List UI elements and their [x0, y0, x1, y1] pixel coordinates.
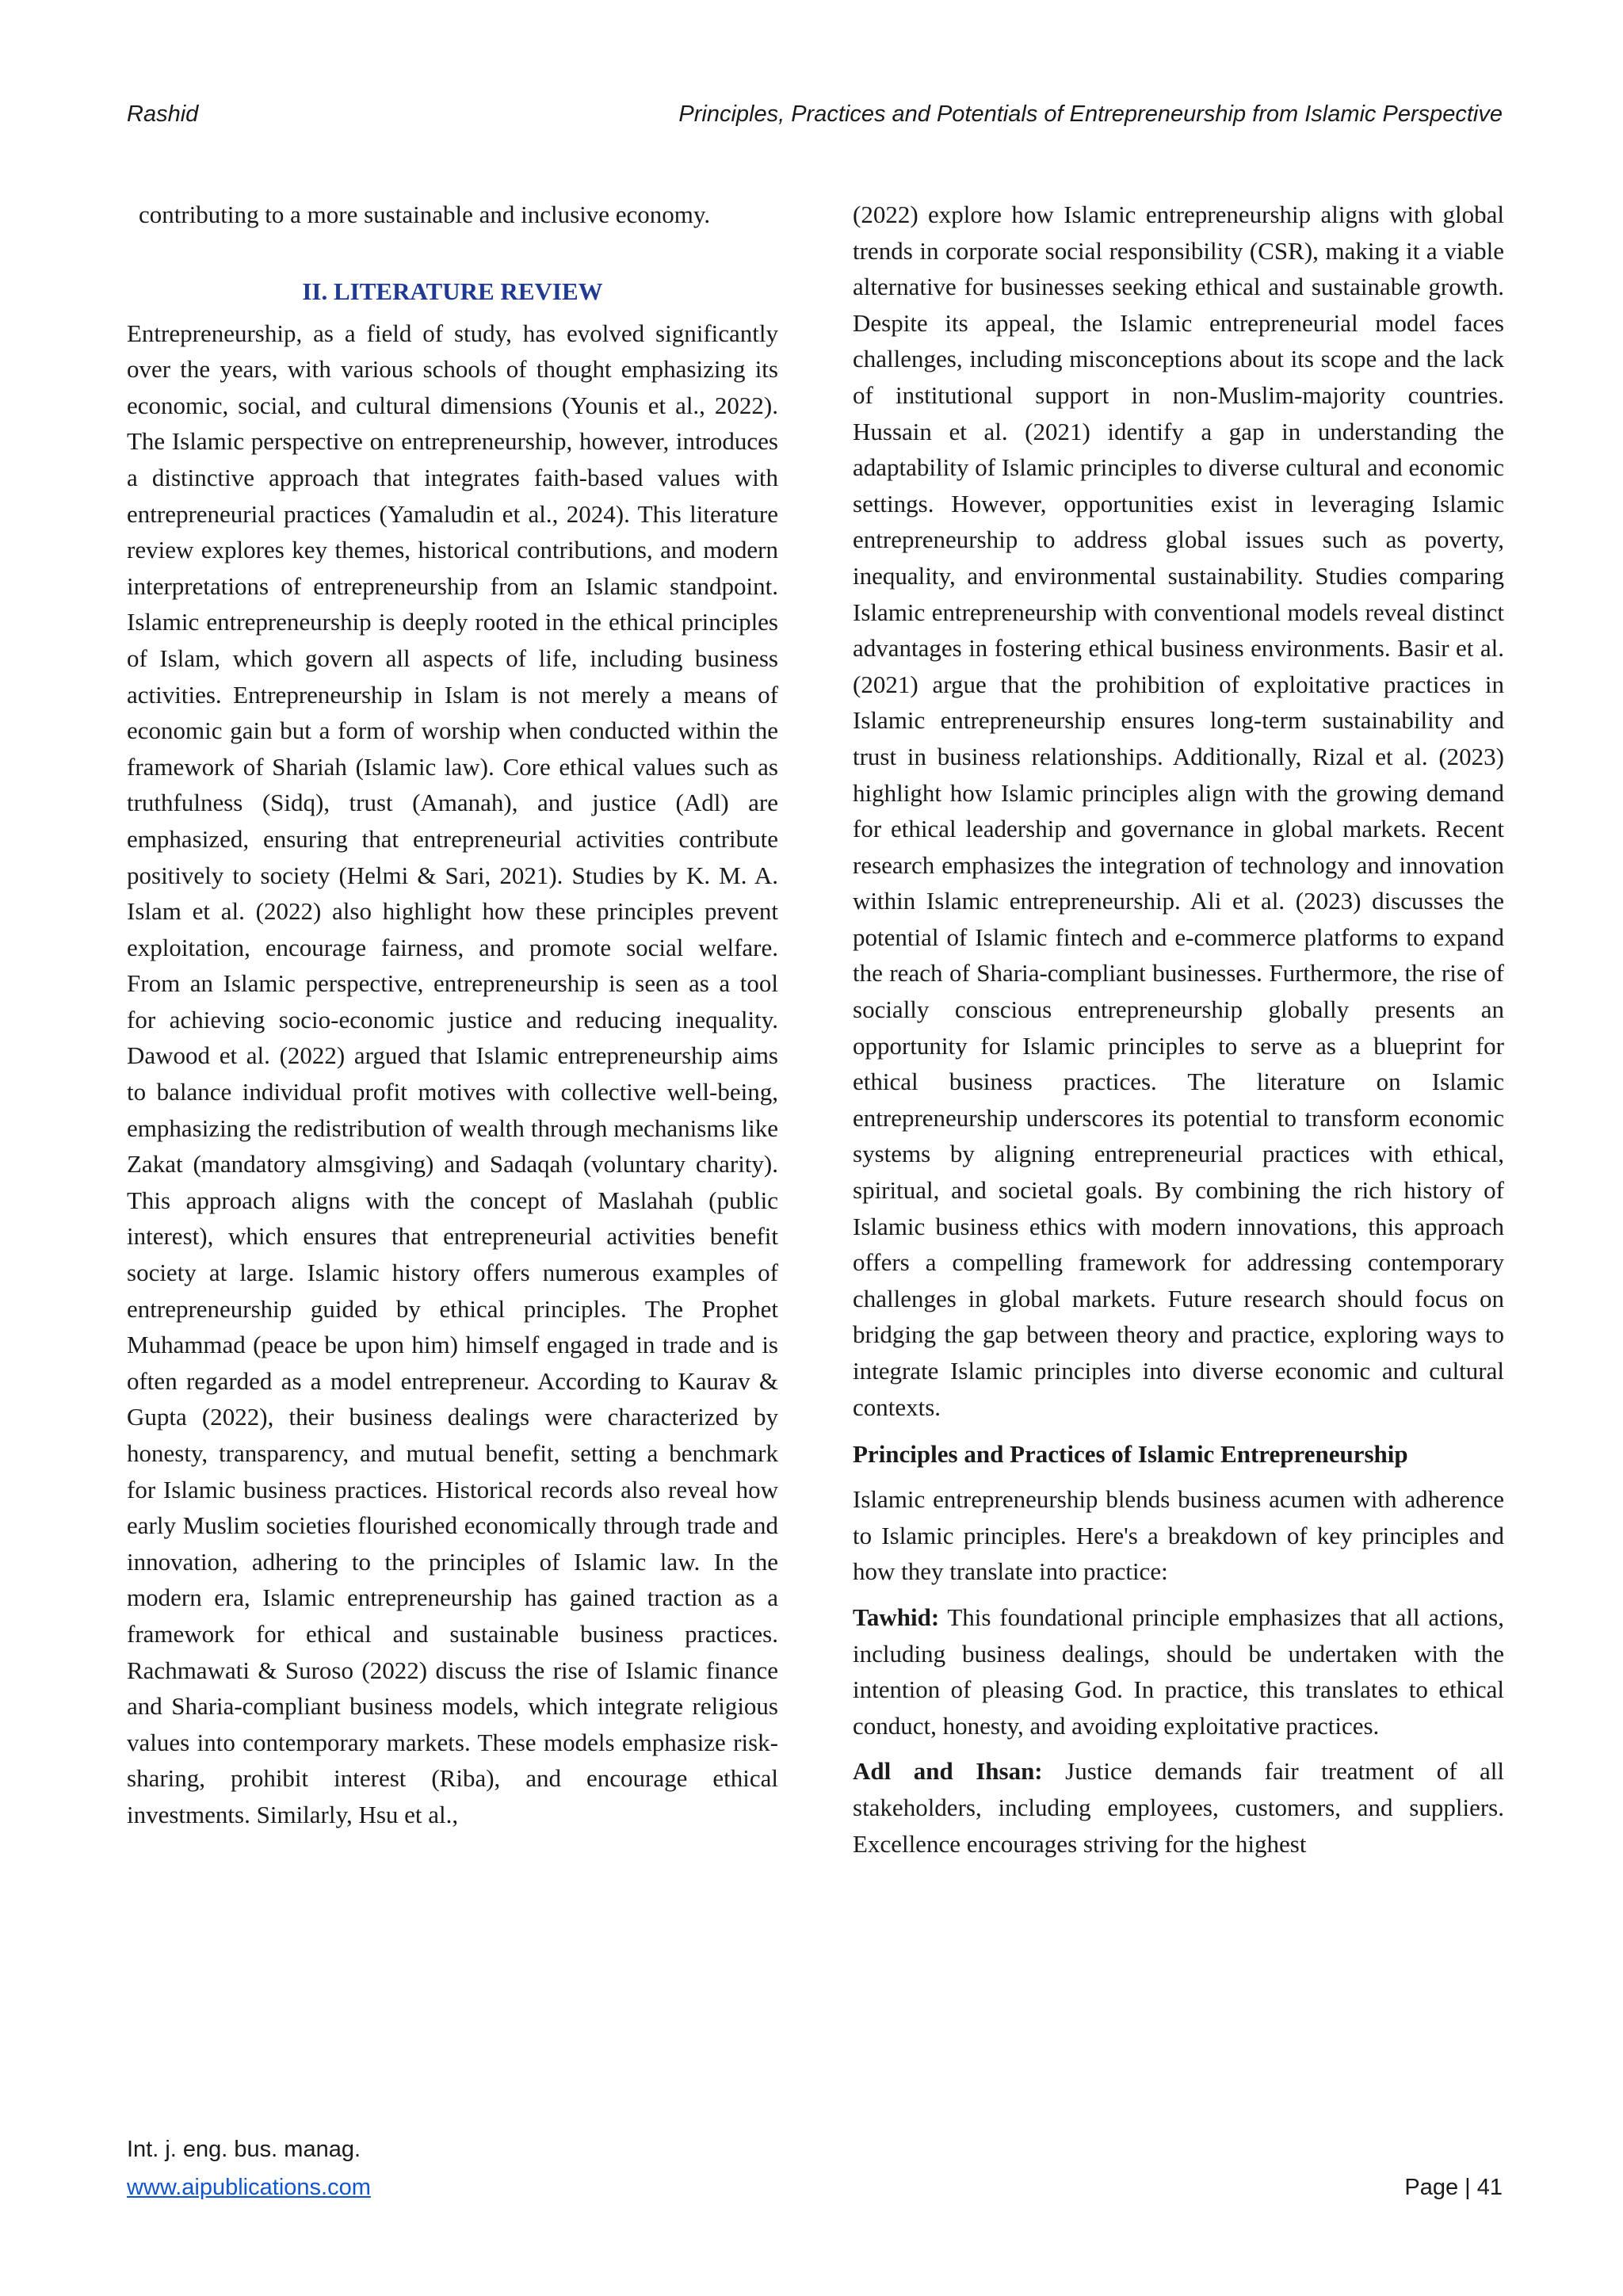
section-heading: II. LITERATURE REVIEW [302, 277, 603, 305]
literature-review-continued-paragraph: (2022) explore how Islamic entrepreneurship aligns with global trends in corporate social responsibility (CSR), making it a viable alternative for businesses seeking ethical and sustainable growth. Despite its appeal, the Islamic entrepreneurial model faces challenges, including misconceptions about its scope and the lack of institutional support in non-Muslim-majority countries. Hussain et al. (2021) identify a gap in understanding the adaptability of Islamic principles to diverse cultural and economic settings. However, opportunities exist in leveraging Islamic entrepreneurship to address global issues such as poverty, inequality, and environmental sustainability. Studies comparing Islamic entrepreneurship with conventional models reveal distinct advantages in fostering ethical business environments. Basir et al. (2021) argue that the prohibition of exploitative practices in Islamic entrepreneurship ensures long-term sustainability and trust in business relationships. Additionally, Rizal et al. (2023) highlight how Islamic principles align with the growing demand for ethical leadership and governance in global markets. Recent research emphasizes the integration of technology and innovation within Islamic entrepreneurship. Ali et al. (2023) discusses the potential of Islamic fintech and e-commerce platforms to expand the reach of Sharia-compliant businesses. Furthermore, the rise of socially conscious entrepreneurship globally presents an opportunity for Islamic principles to serve as a blueprint for ethical business practices. The literature on Islamic entrepreneurship underscores its potential to transform economic systems by aligning entrepreneurial practices with ethical, spiritual, and societal goals. By combining the rich history of Islamic business ethics with modern innovations, this approach offers a compelling framework for addressing contemporary challenges in global markets. Future research should focus on bridging the gap between theory and practice, exploring ways to integrate Islamic principles into diverse economic and cultural contexts. [853, 201, 1504, 1421]
left-column [127, 197, 778, 1833]
footer-journal: Int. j. eng. bus. manag. [127, 2137, 361, 2162]
continuation-paragraph: contributing to a more sustainable and inclusive economy. [139, 201, 711, 228]
adl-ihsan-paragraph [853, 1753, 1504, 1862]
tawhid-text: This foundational principle emphasizes that all actions, including business dealings, should be undertaken with the intention of pleasing God. In practice, this translates to ethical conduct, honesty, and avoiding exploitative practices. [853, 1603, 1504, 1740]
running-header-title: Principles, Practices and Potentials of Entrepreneurship from Islamic Perspective [678, 101, 1503, 127]
footer-website-link[interactable]: www.aipublications.com [127, 2175, 371, 2200]
running-header-author: Rashid [127, 101, 199, 127]
tawhid-label: Tawhid: [853, 1603, 940, 1631]
tawhid-paragraph [853, 1599, 1504, 1744]
footer-page-number: Page | 41 [1404, 2175, 1503, 2200]
subsection-heading: Principles and Practices of Islamic Entrepreneurship [853, 1440, 1408, 1469]
adl-ihsan-label: Adl and Ihsan: [853, 1757, 1043, 1786]
adl-ihsan-text: Justice demands fair treatment of all stakeholders, including employees, customers, and suppliers. Excellence encourages striving for the highest [853, 1757, 1505, 1858]
right-column [853, 197, 1504, 1862]
intro-paragraph: Islamic entrepreneurship blends business acumen with adherence to Islamic principles. Here's a breakdown of key principles and how they translate into practice: [853, 1485, 1504, 1586]
literature-review-paragraph: Entrepreneurship, as a field of study, has evolved significantly over the years, with various schools of thought emphasizing its economic, social, and cultural dimensions (Younis et al., 2022). The Islamic perspective on entrepreneurship, however, introduces a distinctive approach that integrates faith-based values with entrepreneurial practices (Yamaludin et al., 2024). This literature review explores key themes, historical contributions, and modern interpretations of entrepreneurship from an Islamic standpoint. Islamic entrepreneurship is deeply rooted in the ethical principles of Islam, which govern all aspects of life, including business activities. Entrepreneurship in Islam is not merely a means of economic gain but a form of worship when conducted within the framework of Shariah (Islamic law). Core ethical values such as truthfulness (Sidq), trust (Amanah), and justice (Adl) are emphasized, ensuring that entrepreneurial activities contribute positively to society (Helmi & Sari, 2021). Studies by K. M. A. Islam et al. (2022) also highlight how these principles prevent exploitation, encourage fairness, and promote social welfare. From an Islamic perspective, entrepreneurship is seen as a tool for achieving socio-economic justice and reducing inequality. Dawood et al. (2022) argued that Islamic entrepreneurship aims to balance individual profit motives with collective well-being, emphasizing the redistribution of wealth through mechanisms like Zakat (mandatory almsgiving) and Sadaqah (voluntary charity). This approach aligns with the concept of Maslahah (public interest), which ensures that entrepreneurial activities benefit society at large. Islamic history offers numerous examples of entrepreneurship guided by ethical principles. The Prophet Muhammad (peace be upon him) himself engaged in trade and is often regarded as a model entrepreneur. According to Kaurav & Gupta (2022), their business dealings were characterized by honesty, transparency, and mutual benefit, setting a benchmark for Islamic business practices. Historical records also reveal how early Muslim societies flourished economically through trade and innovation, adhering to the principles of Islamic law. In the modern era, Islamic entrepreneurship has gained traction as a framework for ethical and sustainable business practices. Rachmawati & Suroso (2022) discuss the rise of Islamic finance and Sharia-compliant business models, which integrate religious values into contemporary markets. These models emphasize risk-sharing, prohibit interest (Riba), and encourage ethical investments. Similarly, Hsu et al., [127, 319, 778, 1828]
